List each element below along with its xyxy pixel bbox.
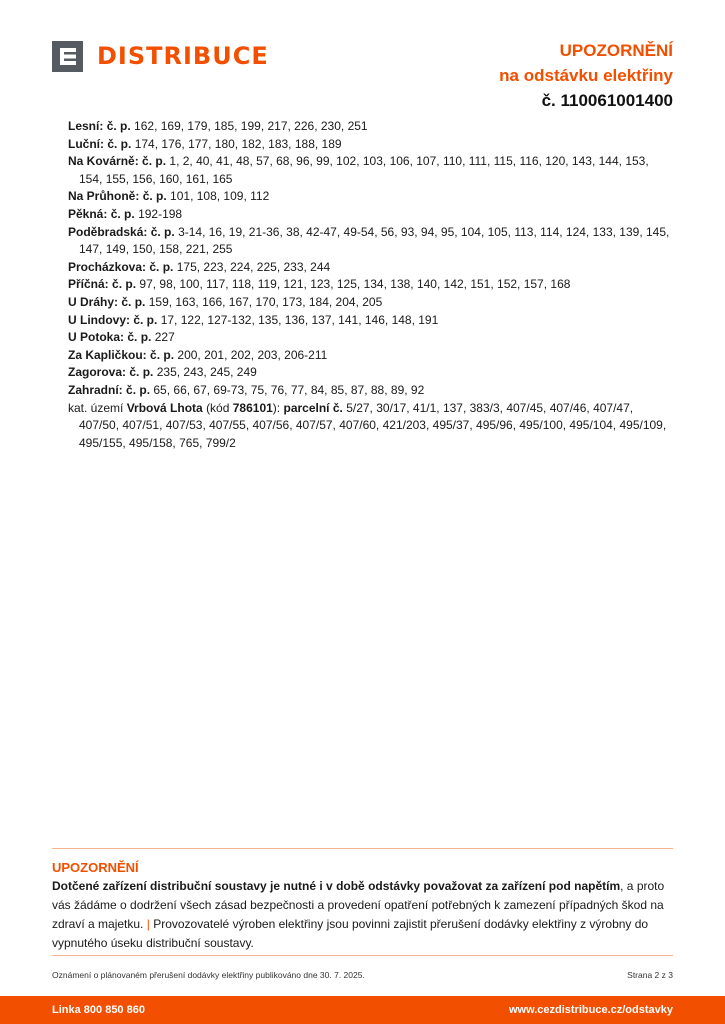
cadastral-item: kat. území Vrbová Lhota (kód 786101): parcelní č. 5/27, 30/17, 41/1, 137, 383/3, 407/45, 407/46, 407/47, 407/50, 407/51, 407/53, 407/55, 407/56, 407/57, 407/60, 421/203, 495/37, 495/96, 495/100, 495/104, 495/109, 495/155, 495/158, 765, 799/2 [68, 400, 667, 450]
notice-number: č. 110061001400 [541, 91, 673, 110]
list-item: U Lindovy: č. p. 17, 122, 127-132, 135, 136, 137, 141, 146, 148, 191 [68, 312, 439, 327]
list-item: Na Kovárně: č. p. 1, 2, 40, 41, 48, 57, 68, 96, 99, 102, 103, 106, 107, 110, 111, 115, 116, 120, 143, 144, 153, 154, 155, 156, 160, 161, 165 [68, 154, 649, 186]
brand-logo [52, 40, 269, 72]
list-item: Příčná: č. p. 97, 98, 100, 117, 118, 119, 121, 123, 125, 134, 138, 140, 142, 151, 152, 157, 168 [68, 277, 571, 292]
footer-bar [0, 996, 725, 1024]
brand-name: DISTRIBUCE [97, 42, 269, 70]
list-item: Zagorova: č. p. 235, 243, 245, 249 [68, 365, 257, 380]
notice-title: UPOZORNĚNÍ [559, 41, 673, 60]
cez-logo-icon [52, 41, 83, 72]
list-item: Za Kapličkou: č. p. 200, 201, 202, 203, 206-211 [68, 347, 328, 362]
section-divider [52, 848, 673, 849]
address-list [68, 118, 674, 452]
list-item: U Potoka: č. p. 227 [68, 330, 175, 345]
hotline-text: Linka 800 850 860 [52, 1004, 145, 1016]
list-item: Pěkná: č. p. 192-198 [68, 206, 183, 221]
publication-note: Oznámení o plánovaném přerušení dodávky elektřiny publikováno dne 30. 7. 2025. [52, 970, 365, 980]
list-item: Luční: č. p. 174, 176, 177, 180, 182, 183, 188, 189 [68, 136, 342, 151]
page-number: Strana 2 z 3 [627, 970, 673, 980]
warning-text: Dotčené zařízení distribuční soustavy je nutné i v době odstávky považovat za zařízení pod napětím, a proto vás žádáme o dodržení všech zásad bezpečnosti a provedení opatření potřebných k zamezení případných škod na zdraví a majetku. | Provozovatelé výroben elektřiny jsou povinni zajistit přerušení dodávky elektřiny z výrobny do vypnutého úseku distribuční soustavy. [52, 879, 665, 950]
notice-header [499, 38, 673, 113]
list-item: Procházkova: č. p. 175, 223, 224, 225, 233, 244 [68, 259, 331, 274]
notice-subtitle: na odstávku elektřiny [499, 66, 673, 85]
list-item: U Dráhy: č. p. 159, 163, 166, 167, 170, 173, 184, 204, 205 [68, 294, 383, 309]
website-link[interactable]: www.cezdistribuce.cz/odstavky [508, 1004, 673, 1016]
footer-divider [52, 955, 673, 956]
list-item: Poděbradská: č. p. 3-14, 16, 19, 21-36, 38, 42-47, 49-54, 56, 93, 94, 95, 104, 105, 113, 114, 124, 133, 139, 145, 147, 149, 150, 158, 221, 255 [68, 224, 670, 257]
list-item: Na Průhoně: č. p. 101, 108, 109, 112 [68, 189, 270, 204]
list-item: Zahradní: č. p. 65, 66, 67, 69-73, 75, 76, 77, 84, 85, 87, 88, 89, 92 [68, 382, 425, 397]
list-item: Lesní: č. p. 162, 169, 179, 185, 199, 217, 226, 230, 251 [68, 119, 368, 133]
warning-title: UPOZORNĚNÍ [52, 860, 139, 875]
